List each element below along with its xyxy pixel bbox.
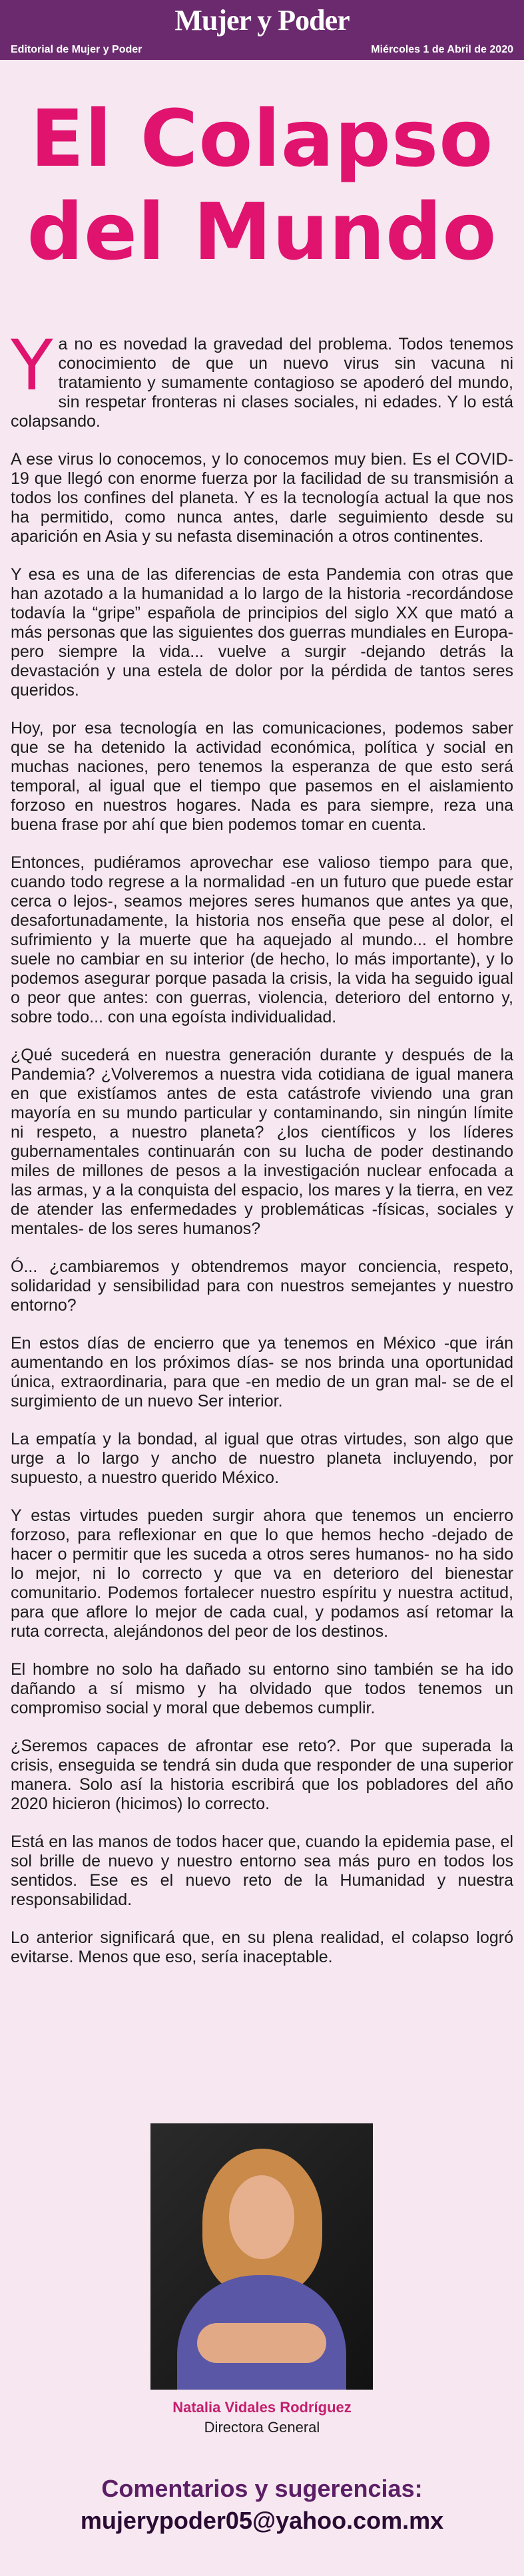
publication-logo: Mujer y Poder <box>174 4 350 37</box>
drop-cap: Y <box>11 325 53 406</box>
masthead <box>0 0 524 60</box>
article-paragraph: Entonces, pudiéramos aprovechar ese valioso tiempo para que, cuando todo regrese a la normalidad -en un futuro que puede estar cerca o lejos-, seamos mejores seres humanos que antes ya que, desafortunadamente, la historia nos enseña que pese al dolor, el sufrimiento y la muerte que ha aquejado al mundo... el hombre suele no cambiar en su interior (de hecho, lo más importante), y lo podemos asegurar porque pasada la crisis, la vida ha seguido igual o peor que antes: con guerras, violencia, deterioro del entorno y, sobre todo... con una egoísta individualidad. <box>11 853 513 1026</box>
article-paragraph: Ó... ¿cambiaremos y obtendremos mayor conciencia, respeto, solidaridad y sensibilidad para con nuestros semejantes y nuestro entorno? <box>11 1257 513 1315</box>
author-role: Directora General <box>204 2419 320 2436</box>
contact-email[interactable]: mujerypoder05@yahoo.com.mx <box>80 2507 444 2534</box>
article-paragraph: ¿Qué sucederá en nuestra generación durante y después de la Pandemia? ¿Volveremos a nuestra vida cotidiana de igual manera en que existíamos antes de esta catástrofe viviendo una gran mayoría en su mundo particular y contaminando, sin ningún límite ni respeto, a nuestro planeta? ¿los científicos y los líderes gubernamentales continuarán con su lucha de poder destinando miles de millones de pesos a la investigación nuclear enfocada a las armas, y a la conquista del espacio, los mares y la tierra, en vez de atender las enfermedades y problemáticas -físicas, sociales y mentales- de los seres humanos? <box>11 1046 513 1238</box>
article-paragraph: Está en las manos de todos hacer que, cuando la epidemia pase, el sol brille de nuevo y nuestro entorno sea más puro en todos los sentidos. Ese es el nuevo reto de la Humanidad y nuestra responsabilidad. <box>11 1832 513 1909</box>
article-paragraph: Lo anterior significará que, en su plena realidad, el colapso logró evitarse. Menos que eso, sería inaceptable. <box>11 1928 513 1966</box>
article-paragraph: A ese virus lo conocemos, y lo conocemos muy bien. Es el COVID-19 que llegó con enorme fuerza por la facilidad de su transmisión a todos los confines del planeta. Y es la tecnología actual la que nos ha permitido, como nunca antes, darle seguimiento desde su aparición en Asia y su nefasta diseminación a otros continentes. <box>11 450 513 546</box>
headline: El Colapso del Mundo <box>27 93 497 278</box>
article-paragraph: Y estas virtudes pueden surgir ahora que tenemos un encierro forzoso, para reflexionar en que lo que hemos hecho -dejado de hacer o permitir que les suceda a otros seres humanos- no ha sido lo mejor, ni lo correcto y que va en deterioro del bienestar comunitario. Podemos fortalecer nuestro espíritu y nuestra actitud, para que aflore lo mejor de cada cual, y podamos así retomar la ruta correcta, alejándonos del peor de los destinos. <box>11 1506 513 1641</box>
publication-date: Miércoles 1 de Abril de 2020 <box>371 44 513 55</box>
contact-title: Comentarios y sugerencias: <box>101 2475 423 2502</box>
article-paragraph: En estos días de encierro que ya tenemos en México -que irán aumentando en los próximos días- se nos brinda una oportunidad única, extraordinaria, para que -en medio de un gran mal- se de el surgimiento de un nuevo Ser interior. <box>11 1334 513 1410</box>
article-paragraph: El hombre no solo ha dañado su entorno sino también se ha ido dañando a sí mismo y ha olvidado que todos tenemos un compromiso social y moral que debemos cumplir. <box>11 1660 513 1717</box>
editorial-label: Editorial de Mujer y Poder <box>11 44 142 55</box>
article-paragraph <box>11 325 513 431</box>
paragraph-text: a no es novedad la gravedad del problema. Todos tenemos conocimiento de que un nuevo virus sin vacuna ni tratamiento y sumamente contagioso se apoderó del mundo, sin respetar fronteras ni clases sociales, ni edades. Y lo está colapsando. <box>11 335 513 431</box>
author-name: Natalia Vidales Rodríguez <box>172 2399 352 2416</box>
article-body <box>11 325 513 1986</box>
article-paragraph: La empatía y la bondad, al igual que otras virtudes, son algo que urge a lo largo y ancho de nuestro planeta incluyendo, por supuesto, a nuestro querido México. <box>11 1430 513 1487</box>
article-paragraph: ¿Seremos capaces de afrontar ese reto?. Por que superada la crisis, enseguida se tendrá sin duda que responder de una superior manera. Solo así la historia escribirá que los pobladores del año 2020 hicieron (hicimos) lo correcto. <box>11 1737 513 1813</box>
article-paragraph: Y esa es una de las diferencias de esta Pandemia con otras que han azotado a la humanidad a lo largo de la historia -recordándose todavía la “gripe” española de principios del siglo XX que mató a más personas que las siguientes dos guerras mundiales en Europa- pero siempre la vida... vuelve a surgir -dejando detrás la devastación y una estela de dolor por la pérdida de tantos seres queridos. <box>11 565 513 700</box>
photo-arms <box>197 2323 326 2363</box>
author-photo <box>150 2123 373 2390</box>
article-paragraph: Hoy, por esa tecnología en las comunicaciones, podemos saber que se ha detenido la actividad económica, política y social en muchas naciones, pero tenemos la esperanza de que esto será temporal, al igual que el tiempo que pasemos en el aislamiento forzoso en nuestros hogares. Nada es para siempre, reza una buena frase por ahí que bien podemos tomar en cuenta. <box>11 719 513 834</box>
photo-face <box>229 2175 294 2259</box>
